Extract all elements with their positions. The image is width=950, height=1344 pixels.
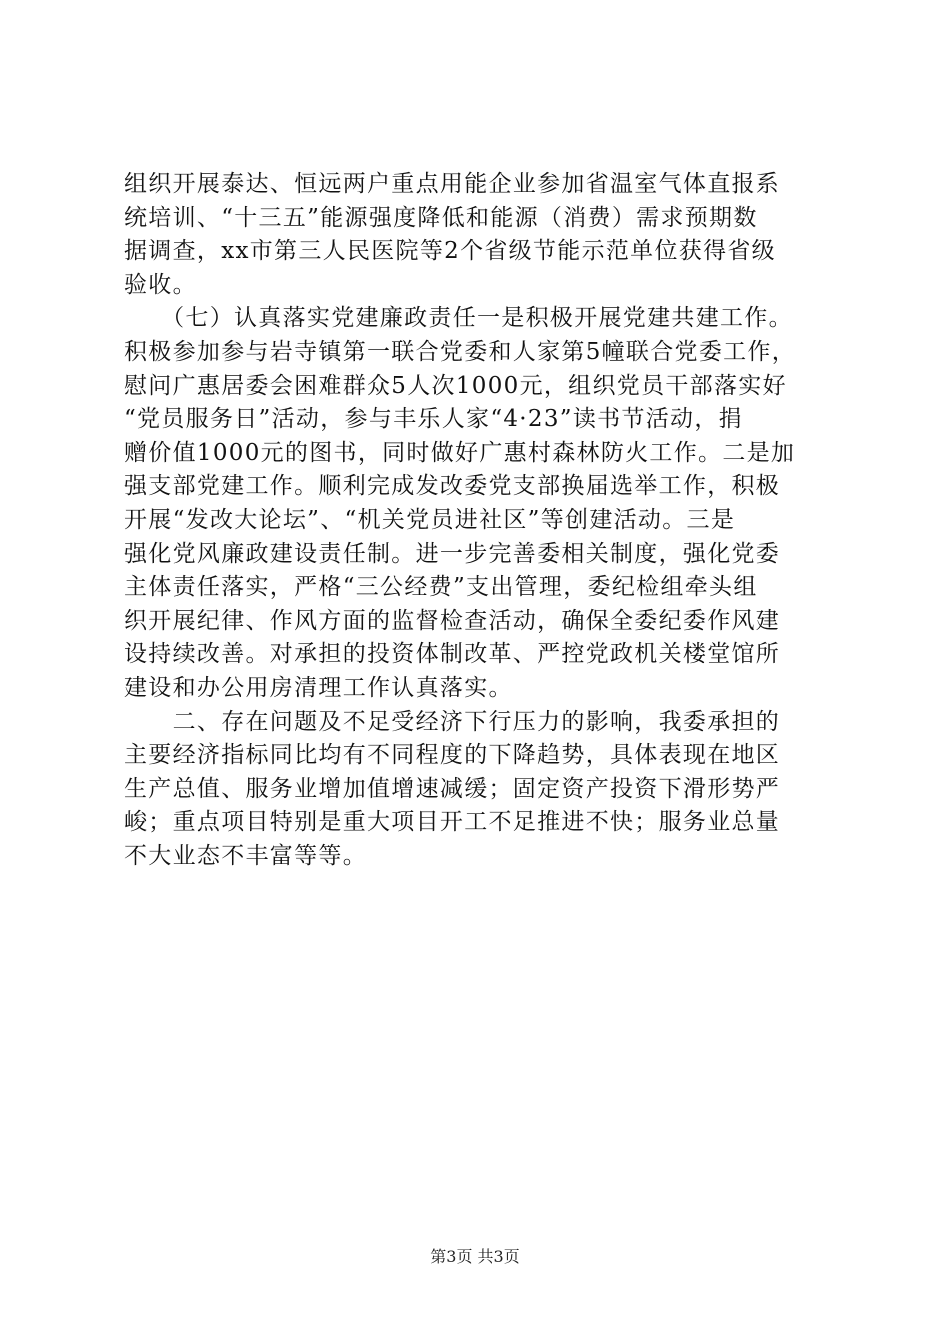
text-line: 生产总值、服务业增加值增速减缓；固定资产投资下滑形势严 — [124, 775, 781, 802]
text-line: 验收。 — [124, 271, 197, 298]
text-line: 主要经济指标同比均有不同程度的下降趋势，具体表现在地区 — [124, 742, 781, 769]
text-line: “党员服务日”活动，参与丰乐人家“4·23”读书节活动，捐 — [124, 406, 743, 433]
document-body — [124, 168, 854, 873]
text-line: 统培训、“十三五”能源强度降低和能源（消费）需求预期数 — [124, 204, 758, 231]
text-line: （七）认真落实党建廉政责任一是积极开展党建共建工作。 — [124, 305, 793, 332]
text-line: 织开展纪律、作风方面的监督检查活动，确保全委纪委作风建 — [124, 607, 781, 634]
text-line: 赠价值1000元的图书，同时做好广惠村森林防火工作。二是加 — [124, 439, 796, 466]
text-line: 二、存在问题及不足受经济下行压力的影响，我委承担的 — [124, 708, 781, 735]
text-line: 强化党风廉政建设责任制。进一步完善委相关制度，强化党委 — [124, 540, 781, 567]
text-line: 组织开展泰达、恒远两户重点用能企业参加省温室气体直报系 — [124, 171, 781, 197]
text-line: 主体责任落实，严格“三公经费”支出管理，委纪检组牵头组 — [124, 574, 758, 601]
text-line: 开展“发改大论坛”、“机关党员进社区”等创建活动。三是 — [124, 506, 736, 533]
page-number-footer: 第3页 共3页 — [430, 1247, 520, 1266]
text-line: 建设和办公用房清理工作认真落实。 — [124, 674, 513, 701]
text-line: 峻；重点项目特别是重大项目开工不足推进不快；服务业总量 — [124, 809, 781, 836]
text-line: 不大业态不丰富等等。 — [124, 842, 367, 869]
text-line: 积极参加参与岩寺镇第一联合党委和人家第5幢联合党委工作， — [124, 338, 797, 365]
text-line: 设持续改善。对承担的投资体制改革、严控党政机关楼堂馆所 — [124, 641, 781, 668]
text-line: 据调查，xx市第三人民医院等2个省级节能示范单位获得省级 — [124, 238, 776, 265]
text-line: 强支部党建工作。顺利完成发改委党支部换届选举工作，积极 — [124, 473, 781, 500]
text-line: 慰问广惠居委会困难群众5人次1000元，组织党员干部落实好 — [124, 372, 787, 399]
